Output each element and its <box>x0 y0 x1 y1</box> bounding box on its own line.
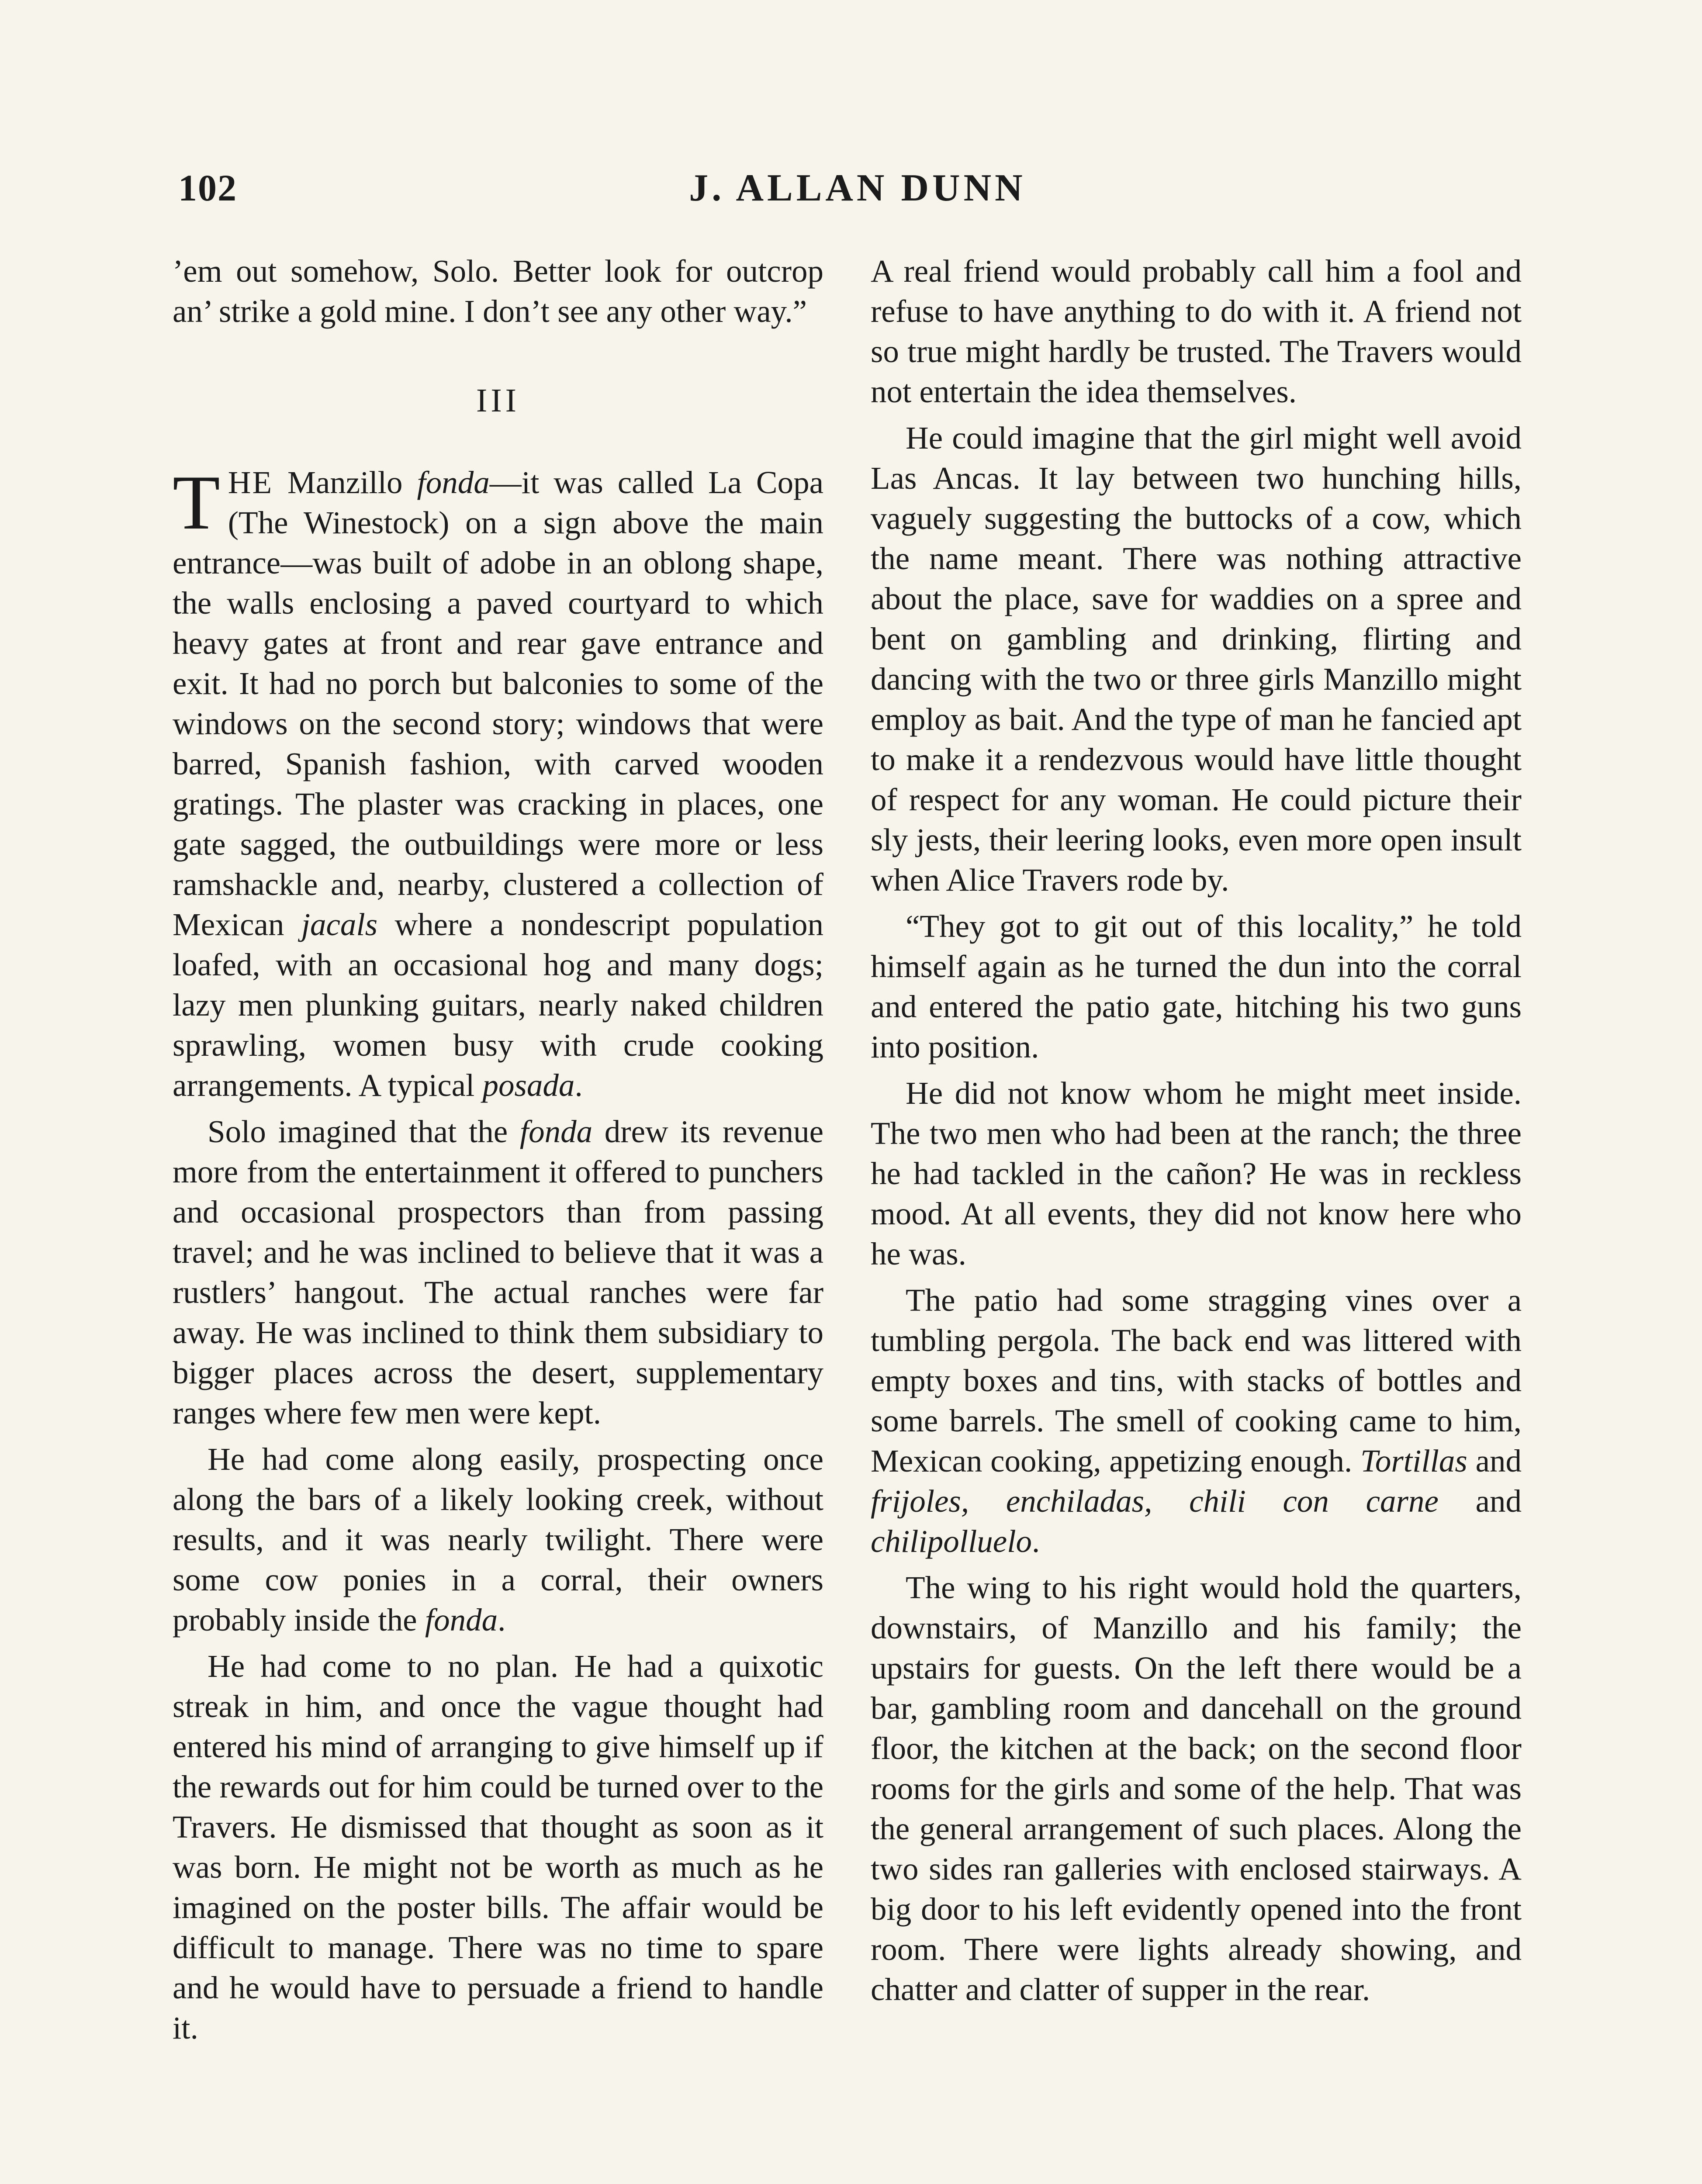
paragraph: ’em out somehow, Solo. Better look for outcrop an’ strike a gold mine. I don’t see any other way.” <box>173 253 823 329</box>
page-header <box>178 166 1537 232</box>
paragraph-opening <box>173 459 823 1106</box>
text-run: . <box>1032 1524 1040 1559</box>
text-run: . <box>574 1068 583 1103</box>
paragraph <box>173 1112 823 1433</box>
paragraph <box>173 1439 823 1640</box>
paragraph: A real friend would probably call him a fool and refuse to have anything to do with it. A friend not so true might hardly be trusted. The Travers would not entertain the idea themselves. <box>871 253 1522 409</box>
small-caps-text: HE <box>228 465 273 500</box>
paragraph: “They got to git out of this locality,” he told himself again as he turned the dun into the corral and entered the patio gate, hitching his two guns into position. <box>871 909 1522 1064</box>
text-run: Manzillo <box>273 465 417 500</box>
italic-text: frijoles, enchiladas, chili con carne <box>871 1483 1439 1519</box>
text-run: and <box>1438 1483 1522 1519</box>
paragraph: He had come to no plan. He had a quixotic streak in him, and once the vague thought had entered his mind of arranging to give himself up if the rewards out for him could be turned over to the Travers. He dismissed that thought as soon as it was born. He might not be worth as much as he imagined on the poster bills. The affair would be difficult to manage. There was no time to spare and he would have to persuade a friend to handle it. <box>173 1648 823 2046</box>
section-heading: III <box>476 382 520 419</box>
italic-text: fonda <box>425 1602 498 1638</box>
italic-text: jacals <box>301 907 378 942</box>
text-run: . <box>498 1602 506 1638</box>
italic-text: posada <box>482 1068 575 1103</box>
page-number: 102 <box>178 167 237 209</box>
text-run: and <box>1467 1443 1522 1479</box>
italic-text: fonda <box>519 1114 593 1149</box>
italic-text: Tortillas <box>1360 1443 1467 1479</box>
paragraph <box>871 1280 1522 1562</box>
running-head: J. ALLAN DUNN <box>689 167 1026 209</box>
text-run: He had come along easily, prospecting once along the bars of a likely looking creek, without results, and it was nearly twilight. There were some cow ponies in a corral, their owners probably inside the <box>173 1441 823 1638</box>
text-run: Solo imagined that the <box>208 1114 520 1149</box>
left-column <box>173 251 823 2048</box>
paragraph: He could imagine that the girl might well avoid Las Ancas. It lay between two hunching hills, vaguely suggesting the buttocks of a cow, which the name meant. There was nothing attractive about the place, save for waddies on a spree and bent on gambling and drinking, flirting and dancing with the two or three girls Manzillo might employ as bait. And the type of man he fancied apt to make it a rendezvous would have little thought of respect for any woman. He could picture their sly jests, their leering looks, even more open insult when Alice Travers rode by. <box>871 420 1522 898</box>
text-run: where a nondescript population loafed, with an occasional hog and many dogs; lazy men plunking guitars, nearly naked children sprawling, women busy with crude cooking arrangements. A typical <box>173 907 823 1103</box>
paragraph: He did not know whom he might meet inside. The two men who had been at the ranch; the three he had tackled in the cañon? He was in reckless mood. At all events, they did not know here who he was. <box>871 1075 1522 1272</box>
right-column <box>871 251 1522 2010</box>
italic-text: fonda <box>417 465 490 500</box>
text-run: drew its revenue more from the entertainment it offered to punchers and occasional prospectors than from passing travel; and he was inclined to believe that it was a rustlers’ hangout. The actual ranches were far away. He was inclined to think them subsidiary to bigger places across the desert, supplementary ranges where few men were kept. <box>173 1114 823 1431</box>
italic-text: chilipolluelo <box>871 1524 1032 1559</box>
drop-cap: T <box>173 459 220 546</box>
text-run: The patio had some stragging vines over a tumbling pergola. The back end was littered with empty boxes and tins, with stacks of bottles and some barrels. The smell of cooking came to him, Mexican cooking, appetizing enough. <box>871 1282 1522 1479</box>
text-run: —it was called La Copa (The Winestock) on a sign above the main entrance—was built of adobe in an oblong shape, the walls enclosing a paved courtyard to which heavy gates at front and rear gave entrance and exit. It had no porch but balconies to some of the windows on the second story; windows that were barred, Spanish fashion, with carved wooden gratings. The plaster was cracking in places, one gate sagged, the outbuildings were more or less ramshackle and, nearby, clustered a collection of Mexican <box>173 465 823 942</box>
paragraph: The wing to his right would hold the quarters, downstairs, of Manzillo and his family; the upstairs for guests. On the left there would be a bar, gambling room and dancehall on the ground floor, the kitchen at the back; on the second floor rooms for the girls and some of the help. That was the general arrangement of such places. Along the two sides ran galleries with enclosed stairways. A big door to his left evidently opened into the front room. There were lights already showing, and chatter and clatter of supper in the rear. <box>871 1570 1522 2007</box>
